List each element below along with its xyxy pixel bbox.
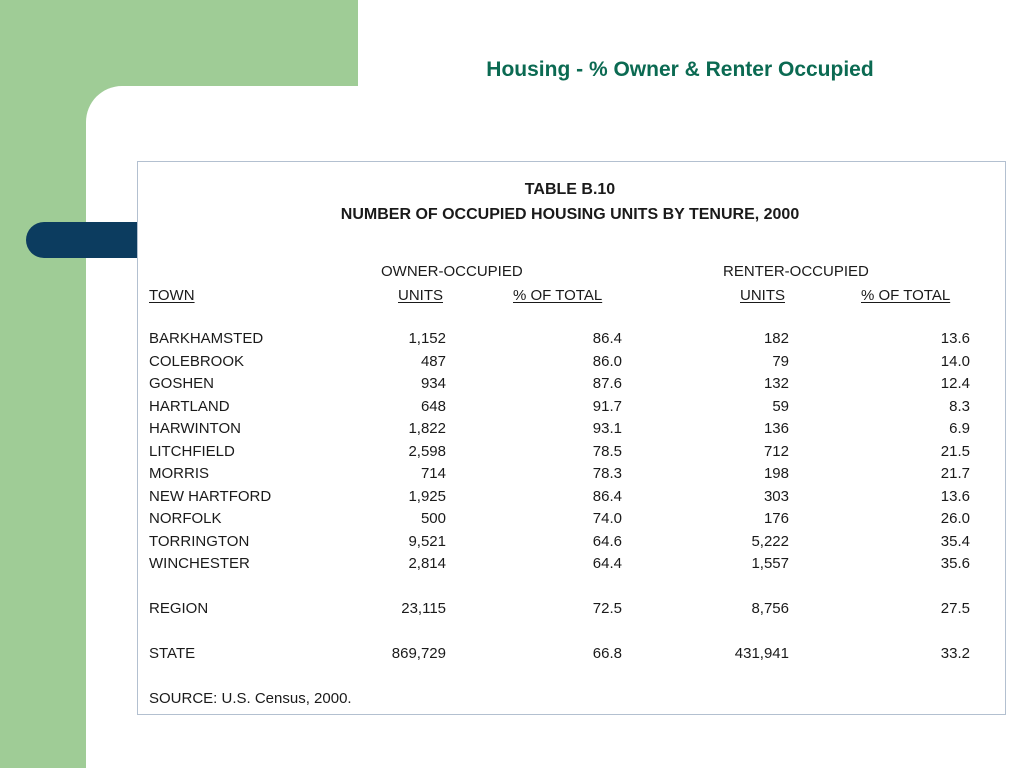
column-header-renter-units: UNITS bbox=[740, 287, 785, 304]
row-owner-units: 934 bbox=[420, 375, 446, 392]
row-renter-units: 132 bbox=[763, 375, 789, 392]
row-renter-percent: 33.2 bbox=[940, 645, 970, 662]
row-owner-units: 487 bbox=[420, 353, 446, 370]
row-town: NORFOLK bbox=[149, 510, 222, 527]
row-town: REGION bbox=[149, 600, 209, 617]
row-owner-percent: 87.6 bbox=[592, 375, 622, 392]
row-town: TORRINGTON bbox=[149, 533, 250, 550]
row-renter-percent: 21.5 bbox=[940, 443, 970, 460]
row-owner-units: 714 bbox=[420, 465, 446, 482]
row-owner-units: 1,925 bbox=[408, 488, 446, 505]
row-owner-units: 869,729 bbox=[391, 645, 446, 662]
table-subheading: NUMBER OF OCCUPIED HOUSING UNITS BY TENURE, 2000 bbox=[340, 206, 800, 223]
row-renter-units: 198 bbox=[763, 465, 789, 482]
row-renter-units: 79 bbox=[772, 353, 789, 370]
row-town: BARKHAMSTED bbox=[149, 330, 264, 347]
row-owner-percent: 66.8 bbox=[592, 645, 622, 662]
decor-green-left-band bbox=[0, 0, 86, 768]
row-owner-units: 500 bbox=[420, 510, 446, 527]
row-renter-units: 176 bbox=[763, 510, 789, 527]
column-header-town: TOWN bbox=[149, 287, 195, 304]
row-town: GOSHEN bbox=[149, 375, 215, 392]
row-owner-units: 23,115 bbox=[401, 600, 446, 617]
row-owner-units: 2,814 bbox=[408, 555, 446, 572]
row-owner-units: 648 bbox=[420, 398, 446, 415]
row-owner-percent: 78.5 bbox=[592, 443, 622, 460]
row-town: HARTLAND bbox=[149, 398, 230, 415]
row-owner-units: 9,521 bbox=[408, 533, 446, 550]
slide-title: Housing - % Owner & Renter Occupied bbox=[486, 58, 874, 81]
row-renter-percent: 8.3 bbox=[949, 398, 970, 415]
row-town: STATE bbox=[149, 645, 196, 662]
row-renter-units: 5,222 bbox=[751, 533, 789, 550]
row-renter-units: 136 bbox=[763, 420, 789, 437]
column-header-owner-units: UNITS bbox=[398, 287, 443, 304]
row-town: LITCHFIELD bbox=[149, 443, 235, 460]
table-source-note: SOURCE: U.S. Census, 2000. bbox=[149, 690, 352, 707]
row-renter-units: 303 bbox=[763, 488, 789, 505]
row-renter-percent: 27.5 bbox=[940, 600, 970, 617]
row-owner-percent: 64.6 bbox=[592, 533, 622, 550]
row-renter-units: 1,557 bbox=[751, 555, 789, 572]
row-owner-percent: 72.5 bbox=[592, 600, 622, 617]
row-owner-units: 1,152 bbox=[408, 330, 446, 347]
row-town: COLEBROOK bbox=[149, 353, 245, 370]
row-renter-units: 59 bbox=[772, 398, 789, 415]
row-owner-percent: 74.0 bbox=[592, 510, 622, 527]
row-owner-percent: 93.1 bbox=[592, 420, 622, 437]
row-renter-units: 182 bbox=[763, 330, 789, 347]
row-owner-percent: 86.0 bbox=[592, 353, 622, 370]
owner-occupied-group-label: OWNER-OCCUPIED bbox=[381, 263, 523, 280]
row-owner-percent: 91.7 bbox=[592, 398, 622, 415]
census-table-image bbox=[137, 161, 1006, 715]
row-renter-units: 8,756 bbox=[751, 600, 789, 617]
row-renter-percent: 26.0 bbox=[940, 510, 970, 527]
row-renter-percent: 35.4 bbox=[940, 533, 970, 550]
table-heading: TABLE B.10 bbox=[524, 181, 616, 198]
row-renter-percent: 12.4 bbox=[940, 375, 970, 392]
row-owner-percent: 78.3 bbox=[592, 465, 622, 482]
row-owner-percent: 86.4 bbox=[592, 330, 622, 347]
row-renter-percent: 14.0 bbox=[940, 353, 970, 370]
row-renter-percent: 13.6 bbox=[940, 488, 970, 505]
row-owner-percent: 64.4 bbox=[592, 555, 622, 572]
row-town: WINCHESTER bbox=[149, 555, 250, 572]
row-owner-percent: 86.4 bbox=[592, 488, 622, 505]
decor-green-top-band bbox=[0, 0, 358, 86]
row-town: MORRIS bbox=[149, 465, 209, 482]
row-town: HARWINTON bbox=[149, 420, 241, 437]
row-renter-percent: 21.7 bbox=[940, 465, 970, 482]
row-renter-percent: 35.6 bbox=[940, 555, 970, 572]
row-town: NEW HARTFORD bbox=[149, 488, 272, 505]
row-renter-percent: 6.9 bbox=[949, 420, 970, 437]
row-owner-units: 1,822 bbox=[408, 420, 446, 437]
row-renter-percent: 13.6 bbox=[940, 330, 970, 347]
row-owner-units: 2,598 bbox=[408, 443, 446, 460]
column-header-renter-percent: % OF TOTAL bbox=[861, 287, 951, 304]
row-renter-units: 712 bbox=[763, 443, 789, 460]
column-header-owner-percent: % OF TOTAL bbox=[513, 287, 603, 304]
row-renter-units: 431,941 bbox=[734, 645, 789, 662]
renter-occupied-group-label: RENTER-OCCUPIED bbox=[723, 263, 869, 280]
